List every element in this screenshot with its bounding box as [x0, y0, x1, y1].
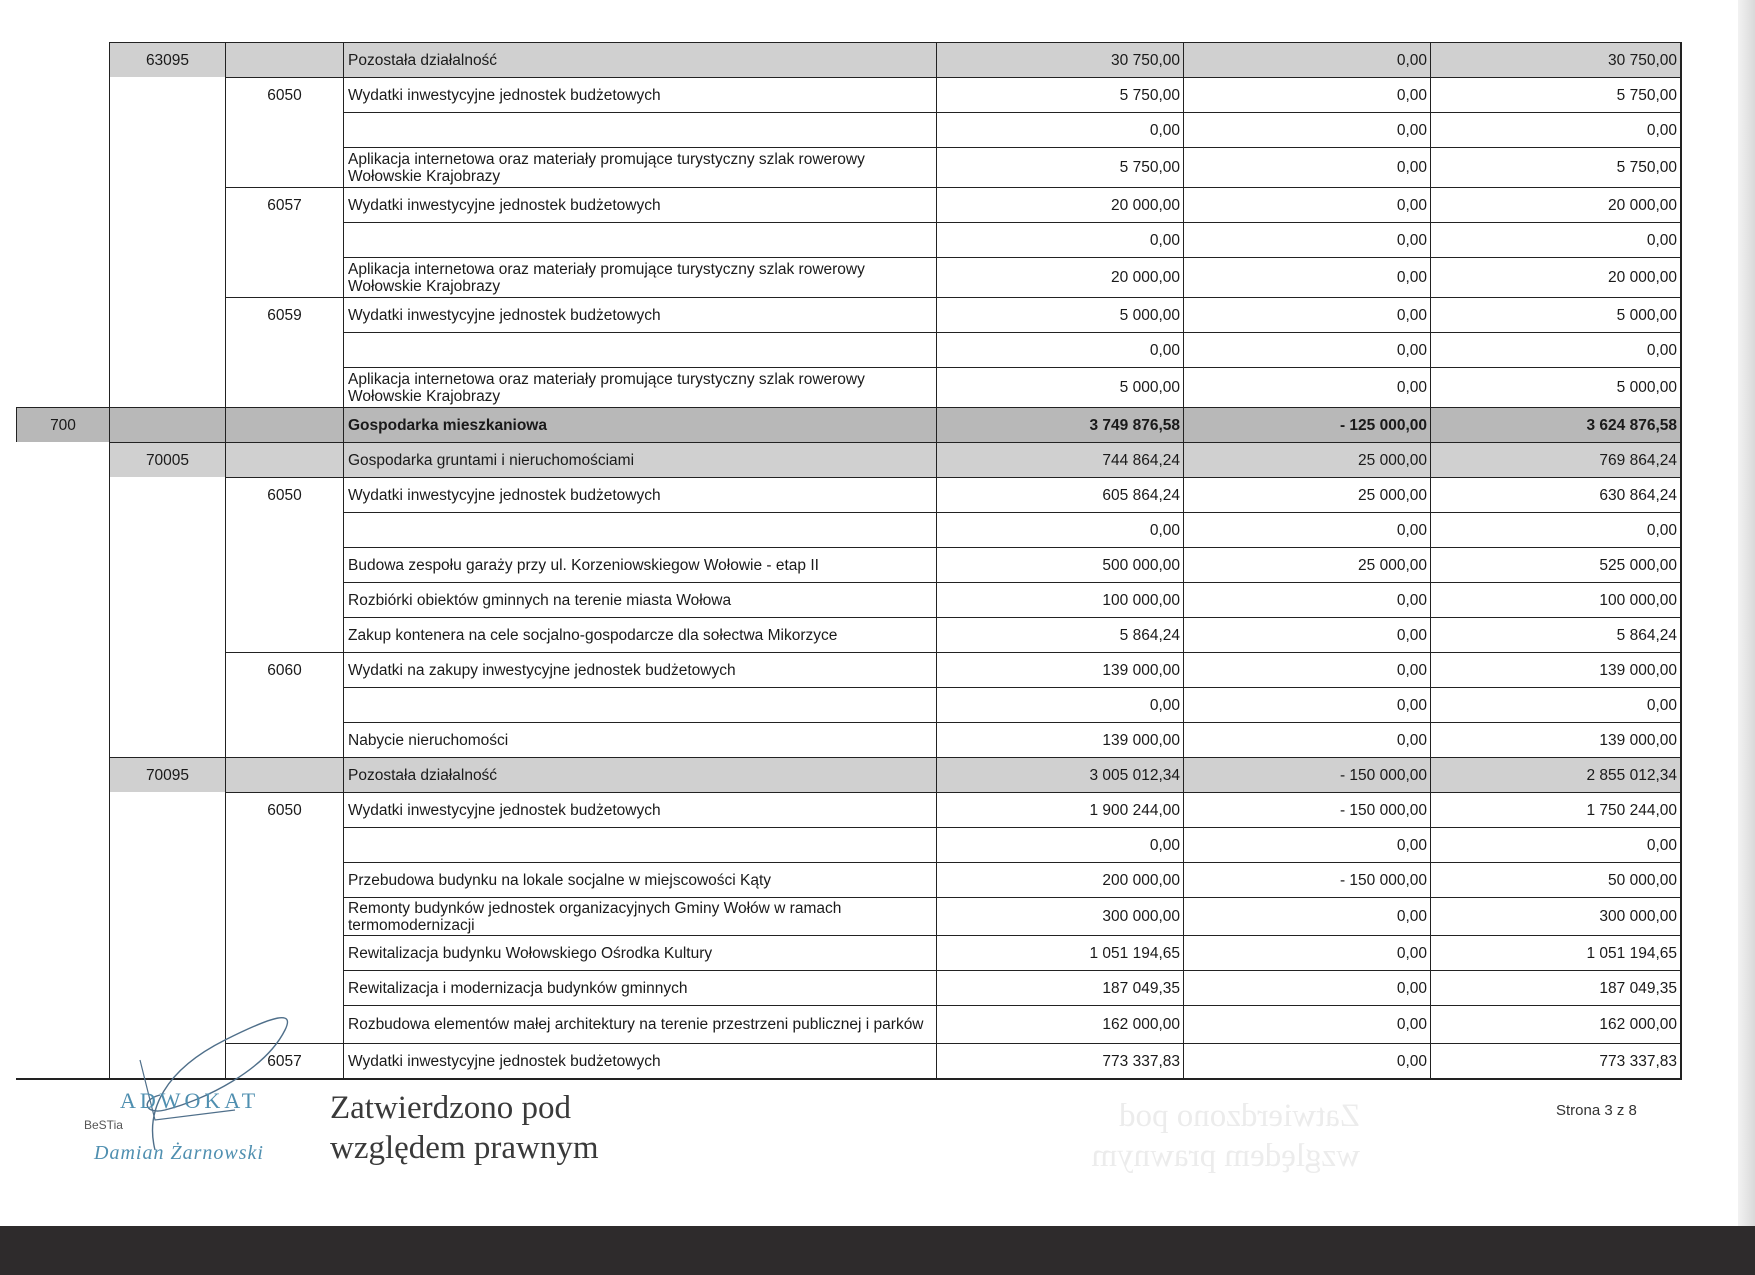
amount-before: 187 049,35 [936, 970, 1183, 1005]
rozdzial-cell [109, 897, 225, 935]
amount-after: 773 337,83 [1430, 1043, 1680, 1078]
amount-change: - 150 000,00 [1183, 792, 1430, 827]
amount-before: 0,00 [936, 687, 1183, 722]
paragraf-cell [225, 257, 343, 297]
amount-after: 2 855 012,34 [1430, 757, 1680, 792]
rozdzial-code: 70095 [109, 757, 225, 792]
amount-before: 300 000,00 [936, 897, 1183, 935]
table-row [0, 187, 1755, 222]
amount-before: 0,00 [936, 112, 1183, 147]
amount-after: 100 000,00 [1430, 582, 1680, 617]
task-name: Remonty budynków jednostek organizacyjnych Gminy Wołów w ramach termomodernizacji [343, 897, 936, 935]
rozdzial-code: 70005 [109, 442, 225, 477]
amount-before: 139 000,00 [936, 722, 1183, 757]
table-row [0, 147, 1755, 187]
table-row [0, 827, 1755, 862]
paragraf-name: Wydatki inwestycyjne jednostek budżetowych [343, 477, 936, 512]
amount-before: 5 750,00 [936, 147, 1183, 187]
amount-after: 20 000,00 [1430, 187, 1680, 222]
amount-change: 0,00 [1183, 112, 1430, 147]
rozdzial-cell [109, 792, 225, 827]
amount-change: 0,00 [1183, 222, 1430, 257]
rozdzial-cell [109, 147, 225, 187]
task-name [343, 332, 936, 367]
rozdzial-cell [109, 512, 225, 547]
amount-change: 25 000,00 [1183, 442, 1430, 477]
amount-before: 1 051 194,65 [936, 935, 1183, 970]
amount-after: 5 750,00 [1430, 147, 1680, 187]
amount-before: 5 864,24 [936, 617, 1183, 652]
rozdzial-cell [109, 722, 225, 757]
amount-change: - 150 000,00 [1183, 757, 1430, 792]
amount-after: 20 000,00 [1430, 257, 1680, 297]
rozdzial-cell [109, 112, 225, 147]
amount-after: 5 750,00 [1430, 77, 1680, 112]
amount-change: 0,00 [1183, 332, 1430, 367]
amount-before: 139 000,00 [936, 652, 1183, 687]
paragraf-cell [225, 827, 343, 862]
task-name: Aplikacja internetowa oraz materiały promujące turystyczny szlak rowerowy Wołowskie Krajobrazy [343, 367, 936, 407]
amount-change: 0,00 [1183, 897, 1430, 935]
rozdzial-cell [109, 652, 225, 687]
table-row [0, 687, 1755, 722]
table-row [0, 222, 1755, 257]
paragraf-cell [225, 687, 343, 722]
table-row [0, 297, 1755, 332]
amount-change: 0,00 [1183, 367, 1430, 407]
task-name [343, 112, 936, 147]
amount-before: 5 000,00 [936, 367, 1183, 407]
advocate-name: Damian Żarnowski [94, 1142, 264, 1164]
amount-before: 500 000,00 [936, 547, 1183, 582]
table-row [0, 652, 1755, 687]
paragraf-cell [225, 862, 343, 897]
amount-change: 0,00 [1183, 970, 1430, 1005]
amount-after: 139 000,00 [1430, 652, 1680, 687]
amount-after: 5 864,24 [1430, 617, 1680, 652]
amount-before: 1 900 244,00 [936, 792, 1183, 827]
rozdzial-cell [109, 367, 225, 407]
amount-change: 0,00 [1183, 257, 1430, 297]
paragraf-name: Wydatki inwestycyjne jednostek budżetowych [343, 1043, 936, 1078]
rozdzial-cell [109, 407, 225, 442]
amount-before: 3 005 012,34 [936, 757, 1183, 792]
amount-after: 162 000,00 [1430, 1005, 1680, 1043]
advocate-stamp-title: ADWOKAT [120, 1088, 260, 1113]
rozdzial-cell [109, 222, 225, 257]
paragraf-cell [225, 897, 343, 935]
paragraf-cell [225, 512, 343, 547]
table-row [0, 512, 1755, 547]
amount-before: 162 000,00 [936, 1005, 1183, 1043]
amount-before: 5 750,00 [936, 77, 1183, 112]
amount-before: 20 000,00 [936, 187, 1183, 222]
table-row [0, 722, 1755, 757]
paragraf-cell [225, 42, 343, 77]
rozdzial-name: Pozostała działalność [343, 42, 936, 77]
paragraf-cell [225, 367, 343, 407]
rozdzial-cell [109, 617, 225, 652]
amount-change: 0,00 [1183, 297, 1430, 332]
amount-after: 0,00 [1430, 222, 1680, 257]
rozdzial-name: Gospodarka gruntami i nieruchomościami [343, 442, 936, 477]
paragraf-cell [225, 722, 343, 757]
table-row [0, 617, 1755, 652]
paragraf-cell [225, 112, 343, 147]
amount-after: 5 000,00 [1430, 367, 1680, 407]
amount-change: - 125 000,00 [1183, 407, 1430, 442]
amount-before: 744 864,24 [936, 442, 1183, 477]
amount-change: 0,00 [1183, 827, 1430, 862]
amount-after: 300 000,00 [1430, 897, 1680, 935]
dzial-name: Gospodarka mieszkaniowa [343, 407, 936, 442]
task-name: Rozbudowa elementów małej architektury na terenie przestrzeni publicznej i parków [343, 1005, 936, 1043]
table-row [0, 257, 1755, 297]
amount-after: 0,00 [1430, 687, 1680, 722]
amount-change: 0,00 [1183, 147, 1430, 187]
legal-approval-stamp [330, 1088, 630, 1168]
stamp-line-2: względem prawnym [330, 1130, 599, 1166]
paragraf-cell [225, 935, 343, 970]
amount-after: 30 750,00 [1430, 42, 1680, 77]
amount-after: 1 051 194,65 [1430, 935, 1680, 970]
table-row [0, 582, 1755, 617]
amount-before: 200 000,00 [936, 862, 1183, 897]
amount-before: 30 750,00 [936, 42, 1183, 77]
task-name: Budowa zespołu garaży przy ul. Korzeniowskiegow Wołowie - etap II [343, 547, 936, 582]
stamp-bleedthrough: Zatwierdzono pod względem prawnym [1091, 1098, 1360, 1174]
paragraf-cell [225, 757, 343, 792]
table-row [0, 407, 1755, 442]
amount-before: 0,00 [936, 512, 1183, 547]
amount-change: 0,00 [1183, 187, 1430, 222]
task-name: Rewitalizacja i modernizacja budynków gminnych [343, 970, 936, 1005]
paragraf-name: Wydatki inwestycyjne jednostek budżetowych [343, 792, 936, 827]
task-name: Przebudowa budynku na lokale socjalne w miejscowości Kąty [343, 862, 936, 897]
paragraf-code: 6050 [225, 792, 343, 827]
paragraf-code: 6057 [225, 187, 343, 222]
task-name: Zakup kontenera na cele socjalno-gospodarcze dla sołectwa Mikorzyce [343, 617, 936, 652]
task-name: Rewitalizacja budynku Wołowskiego Ośrodka Kultury [343, 935, 936, 970]
amount-before: 100 000,00 [936, 582, 1183, 617]
table-row [0, 112, 1755, 147]
amount-before: 3 749 876,58 [936, 407, 1183, 442]
amount-before: 20 000,00 [936, 257, 1183, 297]
table-row [0, 42, 1755, 77]
rozdzial-cell [109, 477, 225, 512]
paragraf-cell [225, 147, 343, 187]
amount-after: 50 000,00 [1430, 862, 1680, 897]
paragraf-cell [225, 332, 343, 367]
amount-change: 25 000,00 [1183, 477, 1430, 512]
table-row [0, 332, 1755, 367]
amount-after: 0,00 [1430, 112, 1680, 147]
amount-before: 605 864,24 [936, 477, 1183, 512]
amount-after: 187 049,35 [1430, 970, 1680, 1005]
amount-change: - 150 000,00 [1183, 862, 1430, 897]
rozdzial-cell [109, 582, 225, 617]
amount-change: 0,00 [1183, 652, 1430, 687]
amount-change: 0,00 [1183, 1005, 1430, 1043]
table-row [0, 547, 1755, 582]
task-name: Aplikacja internetowa oraz materiały promujące turystyczny szlak rowerowy Wołowskie Krajobrazy [343, 147, 936, 187]
paragraf-cell [225, 547, 343, 582]
task-name [343, 222, 936, 257]
amount-after: 769 864,24 [1430, 442, 1680, 477]
rozdzial-cell [109, 257, 225, 297]
paragraf-code: 6050 [225, 77, 343, 112]
amount-change: 0,00 [1183, 1043, 1430, 1078]
amount-change: 0,00 [1183, 512, 1430, 547]
rozdzial-cell [109, 862, 225, 897]
rozdzial-cell [109, 77, 225, 112]
table-row [0, 897, 1755, 935]
amount-after: 3 624 876,58 [1430, 407, 1680, 442]
rozdzial-cell [109, 687, 225, 722]
amount-before: 0,00 [936, 332, 1183, 367]
table-row [0, 367, 1755, 407]
amount-change: 0,00 [1183, 935, 1430, 970]
amount-after: 630 864,24 [1430, 477, 1680, 512]
dzial-code: 700 [16, 407, 109, 442]
amount-before: 773 337,83 [936, 1043, 1183, 1078]
handwritten-mark: BeSTia [84, 1118, 123, 1132]
paragraf-code: 6057 [225, 1043, 343, 1078]
amount-change: 0,00 [1183, 42, 1430, 77]
table-row [0, 757, 1755, 792]
task-name: Rozbiórki obiektów gminnych na terenie miasta Wołowa [343, 582, 936, 617]
task-name [343, 687, 936, 722]
amount-change: 0,00 [1183, 687, 1430, 722]
task-name [343, 512, 936, 547]
rozdzial-cell [109, 827, 225, 862]
table-row [0, 935, 1755, 970]
table-row [0, 862, 1755, 897]
rozdzial-cell [109, 332, 225, 367]
amount-after: 0,00 [1430, 332, 1680, 367]
paragraf-code: 6050 [225, 477, 343, 512]
paragraf-code: 6060 [225, 652, 343, 687]
paragraf-cell [225, 617, 343, 652]
task-name [343, 827, 936, 862]
task-name: Aplikacja internetowa oraz materiały promujące turystyczny szlak rowerowy Wołowskie Krajobrazy [343, 257, 936, 297]
rozdzial-cell [109, 935, 225, 970]
stamp-line-1: Zatwierdzono pod [330, 1090, 572, 1126]
amount-change: 0,00 [1183, 77, 1430, 112]
amount-after: 0,00 [1430, 512, 1680, 547]
page-number: Strona 3 z 8 [1556, 1102, 1637, 1119]
table-right-border [1680, 42, 1682, 1078]
rozdzial-cell [109, 187, 225, 222]
paragraf-name: Wydatki na zakupy inwestycyjne jednostek budżetowych [343, 652, 936, 687]
amount-before: 5 000,00 [936, 297, 1183, 332]
paragraf-name: Wydatki inwestycyjne jednostek budżetowych [343, 187, 936, 222]
amount-before: 0,00 [936, 827, 1183, 862]
amount-after: 0,00 [1430, 827, 1680, 862]
amount-change: 0,00 [1183, 617, 1430, 652]
amount-before: 0,00 [936, 222, 1183, 257]
paragraf-cell [225, 582, 343, 617]
rozdzial-cell [109, 547, 225, 582]
table-row [0, 792, 1755, 827]
table-row [0, 77, 1755, 112]
rozdzial-code: 63095 [109, 42, 225, 77]
paragraf-name: Wydatki inwestycyjne jednostek budżetowych [343, 77, 936, 112]
rozdzial-name: Pozostała działalność [343, 757, 936, 792]
table-row [0, 442, 1755, 477]
amount-after: 1 750 244,00 [1430, 792, 1680, 827]
paragraf-cell [225, 407, 343, 442]
rozdzial-cell [109, 297, 225, 332]
amount-change: 0,00 [1183, 582, 1430, 617]
paragraf-name: Wydatki inwestycyjne jednostek budżetowych [343, 297, 936, 332]
scan-bottom-bar [0, 1226, 1755, 1275]
paragraf-code: 6059 [225, 297, 343, 332]
amount-change: 25 000,00 [1183, 547, 1430, 582]
amount-after: 139 000,00 [1430, 722, 1680, 757]
table-row [0, 477, 1755, 512]
amount-after: 525 000,00 [1430, 547, 1680, 582]
paragraf-cell [225, 442, 343, 477]
paragraf-cell [225, 222, 343, 257]
amount-change: 0,00 [1183, 722, 1430, 757]
amount-after: 5 000,00 [1430, 297, 1680, 332]
task-name: Nabycie nieruchomości [343, 722, 936, 757]
